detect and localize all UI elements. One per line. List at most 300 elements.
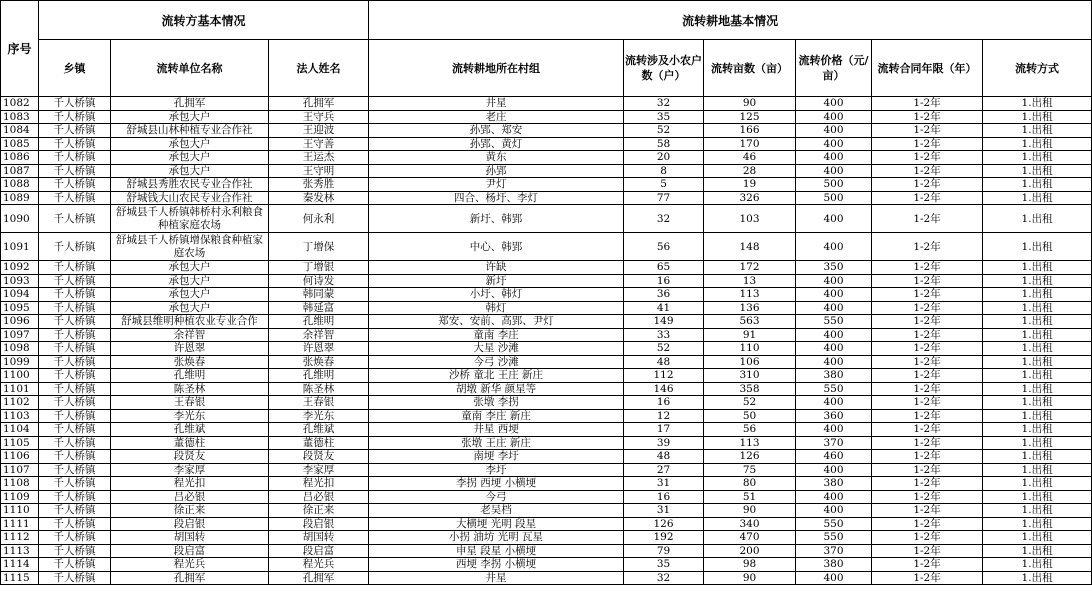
cell-households: 58 — [624, 137, 704, 151]
cell-households: 41 — [624, 301, 704, 315]
cell-unit-name: 王春银 — [111, 396, 269, 410]
cell-town: 千人桥镇 — [39, 151, 111, 165]
cell-village-group: 井星 — [369, 97, 624, 111]
cell-legal-person: 何永利 — [269, 205, 369, 233]
cell-area: 52 — [704, 396, 796, 410]
cell-unit-name: 承包大户 — [111, 301, 269, 315]
cell-town: 千人桥镇 — [39, 396, 111, 410]
cell-price: 400 — [796, 205, 872, 233]
cell-legal-person: 程光扣 — [269, 477, 369, 491]
cell-price: 400 — [796, 571, 872, 585]
cell-households: 32 — [624, 571, 704, 585]
cell-contract-years: 1-2年 — [872, 504, 983, 518]
table-row — [1, 288, 1092, 302]
table-row — [1, 517, 1092, 531]
cell-unit-name: 徐正来 — [111, 504, 269, 518]
cell-area: 50 — [704, 409, 796, 423]
cell-price: 550 — [796, 382, 872, 396]
cell-seq: 1114 — [1, 558, 39, 572]
cell-area: 103 — [704, 205, 796, 233]
cell-legal-person: 张焕春 — [269, 355, 369, 369]
cell-area: 90 — [704, 571, 796, 585]
table-row — [1, 463, 1092, 477]
cell-unit-name: 承包大户 — [111, 110, 269, 124]
table-row — [1, 151, 1092, 165]
cell-price: 380 — [796, 477, 872, 491]
cell-seq: 1113 — [1, 544, 39, 558]
cell-town: 千人桥镇 — [39, 205, 111, 233]
cell-transfer-method: 1.出租 — [983, 369, 1092, 383]
cell-transfer-method: 1.出租 — [983, 261, 1092, 275]
cell-seq: 1084 — [1, 124, 39, 138]
cell-households: 149 — [624, 315, 704, 329]
cell-seq: 1083 — [1, 110, 39, 124]
cell-contract-years: 1-2年 — [872, 517, 983, 531]
cell-contract-years: 1-2年 — [872, 315, 983, 329]
cell-seq: 1106 — [1, 450, 39, 464]
cell-contract-years: 1-2年 — [872, 450, 983, 464]
cell-village-group: 李圩 — [369, 463, 624, 477]
cell-seq: 1082 — [1, 97, 39, 111]
cell-area: 90 — [704, 97, 796, 111]
cell-town: 千人桥镇 — [39, 301, 111, 315]
cell-contract-years: 1-2年 — [872, 382, 983, 396]
cell-unit-name: 舒城县千人桥镇增保粮食种植家庭农场 — [111, 233, 269, 261]
cell-town: 千人桥镇 — [39, 124, 111, 138]
cell-legal-person: 李家厚 — [269, 463, 369, 477]
cell-area: 310 — [704, 369, 796, 383]
cell-households: 146 — [624, 382, 704, 396]
cell-unit-name: 李光东 — [111, 409, 269, 423]
cell-village-group: 四合、杨圩、李灯 — [369, 191, 624, 205]
cell-seq: 1105 — [1, 436, 39, 450]
cell-transfer-method: 1.出租 — [983, 355, 1092, 369]
cell-contract-years: 1-2年 — [872, 436, 983, 450]
table-row — [1, 315, 1092, 329]
cell-town: 千人桥镇 — [39, 328, 111, 342]
cell-households: 48 — [624, 355, 704, 369]
cell-legal-person: 胡国转 — [269, 531, 369, 545]
table-row — [1, 137, 1092, 151]
cell-unit-name: 胡国转 — [111, 531, 269, 545]
cell-legal-person: 孔维斌 — [269, 423, 369, 437]
cell-town: 千人桥镇 — [39, 261, 111, 275]
cell-area: 75 — [704, 463, 796, 477]
cell-transfer-method: 1.出租 — [983, 558, 1092, 572]
cell-seq: 1103 — [1, 409, 39, 423]
cell-price: 400 — [796, 274, 872, 288]
cell-unit-name: 孔拥军 — [111, 571, 269, 585]
cell-village-group: 新圩 — [369, 274, 624, 288]
cell-households: 79 — [624, 544, 704, 558]
cell-transfer-method: 1.出租 — [983, 124, 1092, 138]
col-header-price: 流转价格（元/亩） — [796, 40, 872, 97]
cell-village-group: 今弓 — [369, 490, 624, 504]
cell-village-group: 大星 沙滩 — [369, 342, 624, 356]
cell-transfer-method: 1.出租 — [983, 517, 1092, 531]
table-row — [1, 301, 1092, 315]
cell-area: 13 — [704, 274, 796, 288]
cell-transfer-method: 1.出租 — [983, 233, 1092, 261]
cell-village-group: 小圩、韩灯 — [369, 288, 624, 302]
cell-village-group: 张墩 李拐 — [369, 396, 624, 410]
cell-transfer-method: 1.出租 — [983, 342, 1092, 356]
cell-area: 51 — [704, 490, 796, 504]
cell-area: 326 — [704, 191, 796, 205]
cell-legal-person: 陈圣林 — [269, 382, 369, 396]
cell-unit-name: 承包大户 — [111, 137, 269, 151]
table-row — [1, 342, 1092, 356]
group-header-farmland: 流转耕地基本情况 — [369, 1, 1092, 40]
cell-contract-years: 1-2年 — [872, 274, 983, 288]
cell-transfer-method: 1.出租 — [983, 436, 1092, 450]
cell-village-group: 老吴档 — [369, 504, 624, 518]
table-row — [1, 477, 1092, 491]
cell-price: 400 — [796, 124, 872, 138]
cell-legal-person: 段启富 — [269, 544, 369, 558]
cell-price: 400 — [796, 97, 872, 111]
cell-area: 110 — [704, 342, 796, 356]
cell-transfer-method: 1.出租 — [983, 137, 1092, 151]
col-header-seq: 序号 — [1, 1, 39, 97]
table-row — [1, 423, 1092, 437]
cell-town: 千人桥镇 — [39, 110, 111, 124]
cell-town: 千人桥镇 — [39, 517, 111, 531]
cell-contract-years: 1-2年 — [872, 342, 983, 356]
cell-transfer-method: 1.出租 — [983, 531, 1092, 545]
cell-seq: 1111 — [1, 517, 39, 531]
cell-unit-name: 程光兵 — [111, 558, 269, 572]
cell-town: 千人桥镇 — [39, 571, 111, 585]
cell-transfer-method: 1.出租 — [983, 450, 1092, 464]
cell-unit-name: 陈圣林 — [111, 382, 269, 396]
table-row — [1, 205, 1092, 233]
cell-legal-person: 董德柱 — [269, 436, 369, 450]
cell-households: 16 — [624, 274, 704, 288]
cell-price: 370 — [796, 436, 872, 450]
cell-area: 98 — [704, 558, 796, 572]
cell-area: 46 — [704, 151, 796, 165]
cell-village-group: 申星 段星 小横埂 — [369, 544, 624, 558]
table-row — [1, 233, 1092, 261]
cell-transfer-method: 1.出租 — [983, 97, 1092, 111]
cell-contract-years: 1-2年 — [872, 490, 983, 504]
cell-transfer-method: 1.出租 — [983, 477, 1092, 491]
cell-transfer-method: 1.出租 — [983, 274, 1092, 288]
cell-village-group: 老庄 — [369, 110, 624, 124]
cell-contract-years: 1-2年 — [872, 544, 983, 558]
cell-price: 380 — [796, 369, 872, 383]
cell-households: 48 — [624, 450, 704, 464]
cell-price: 500 — [796, 178, 872, 192]
cell-transfer-method: 1.出租 — [983, 490, 1092, 504]
cell-transfer-method: 1.出租 — [983, 504, 1092, 518]
table-row — [1, 178, 1092, 192]
cell-contract-years: 1-2年 — [872, 463, 983, 477]
cell-seq: 1108 — [1, 477, 39, 491]
cell-legal-person: 许恩翠 — [269, 342, 369, 356]
cell-contract-years: 1-2年 — [872, 191, 983, 205]
cell-town: 千人桥镇 — [39, 450, 111, 464]
cell-legal-person: 徐正来 — [269, 504, 369, 518]
cell-contract-years: 1-2年 — [872, 110, 983, 124]
cell-town: 千人桥镇 — [39, 463, 111, 477]
table-row — [1, 97, 1092, 111]
cell-households: 8 — [624, 164, 704, 178]
cell-price: 400 — [796, 110, 872, 124]
cell-price: 400 — [796, 151, 872, 165]
cell-area: 28 — [704, 164, 796, 178]
cell-area: 200 — [704, 544, 796, 558]
cell-unit-name: 承包大户 — [111, 164, 269, 178]
cell-price: 500 — [796, 191, 872, 205]
cell-price: 370 — [796, 544, 872, 558]
cell-seq: 1098 — [1, 342, 39, 356]
cell-transfer-method: 1.出租 — [983, 315, 1092, 329]
cell-price: 550 — [796, 315, 872, 329]
cell-legal-person: 丁增银 — [269, 261, 369, 275]
cell-town: 千人桥镇 — [39, 531, 111, 545]
cell-price: 400 — [796, 137, 872, 151]
cell-price: 400 — [796, 301, 872, 315]
cell-area: 91 — [704, 328, 796, 342]
cell-area: 563 — [704, 315, 796, 329]
table-row — [1, 571, 1092, 585]
table-row — [1, 382, 1092, 396]
cell-contract-years: 1-2年 — [872, 261, 983, 275]
table-row — [1, 191, 1092, 205]
cell-contract-years: 1-2年 — [872, 328, 983, 342]
cell-village-group: 胡墩 新华 颜星等 — [369, 382, 624, 396]
cell-area: 358 — [704, 382, 796, 396]
cell-contract-years: 1-2年 — [872, 205, 983, 233]
cell-households: 20 — [624, 151, 704, 165]
cell-contract-years: 1-2年 — [872, 301, 983, 315]
cell-households: 52 — [624, 124, 704, 138]
cell-town: 千人桥镇 — [39, 409, 111, 423]
cell-seq: 1093 — [1, 274, 39, 288]
cell-seq: 1101 — [1, 382, 39, 396]
cell-seq: 1096 — [1, 315, 39, 329]
cell-households: 16 — [624, 490, 704, 504]
cell-area: 470 — [704, 531, 796, 545]
cell-seq: 1109 — [1, 490, 39, 504]
cell-town: 千人桥镇 — [39, 178, 111, 192]
cell-town: 千人桥镇 — [39, 423, 111, 437]
cell-unit-name: 舒城县千人桥镇韩桥村永利粮食种植家庭农场 — [111, 205, 269, 233]
cell-contract-years: 1-2年 — [872, 531, 983, 545]
cell-legal-person: 段贤友 — [269, 450, 369, 464]
col-header-area: 流转亩数（亩） — [704, 40, 796, 97]
cell-legal-person: 王守明 — [269, 164, 369, 178]
table-row — [1, 436, 1092, 450]
cell-unit-name: 张焕春 — [111, 355, 269, 369]
cell-village-group: 童南 李庄 新庄 — [369, 409, 624, 423]
cell-transfer-method: 1.出租 — [983, 191, 1092, 205]
cell-transfer-method: 1.出租 — [983, 423, 1092, 437]
cell-unit-name: 董德柱 — [111, 436, 269, 450]
cell-village-group: 大横埂 光明 段星 — [369, 517, 624, 531]
cell-transfer-method: 1.出租 — [983, 288, 1092, 302]
cell-contract-years: 1-2年 — [872, 558, 983, 572]
cell-contract-years: 1-2年 — [872, 396, 983, 410]
cell-seq: 1099 — [1, 355, 39, 369]
cell-legal-person: 韩延富 — [269, 301, 369, 315]
cell-legal-person: 王迎波 — [269, 124, 369, 138]
cell-households: 27 — [624, 463, 704, 477]
cell-seq: 1092 — [1, 261, 39, 275]
cell-legal-person: 王运杰 — [269, 151, 369, 165]
cell-households: 52 — [624, 342, 704, 356]
cell-price: 400 — [796, 396, 872, 410]
cell-unit-name: 孔维斌 — [111, 423, 269, 437]
cell-village-group: 郑安、安前、高郢、尹灯 — [369, 315, 624, 329]
cell-contract-years: 1-2年 — [872, 355, 983, 369]
cell-unit-name: 吕必银 — [111, 490, 269, 504]
cell-unit-name: 承包大户 — [111, 274, 269, 288]
cell-unit-name: 舒城县秀胜农民专业合作社 — [111, 178, 269, 192]
cell-area: 80 — [704, 477, 796, 491]
cell-households: 36 — [624, 288, 704, 302]
cell-legal-person: 张秀胜 — [269, 178, 369, 192]
cell-village-group: 井星 — [369, 571, 624, 585]
cell-area: 125 — [704, 110, 796, 124]
cell-town: 千人桥镇 — [39, 315, 111, 329]
cell-transfer-method: 1.出租 — [983, 544, 1092, 558]
cell-contract-years: 1-2年 — [872, 571, 983, 585]
cell-unit-name: 许恩翠 — [111, 342, 269, 356]
cell-households: 126 — [624, 517, 704, 531]
cell-contract-years: 1-2年 — [872, 423, 983, 437]
cell-transfer-method: 1.出租 — [983, 205, 1092, 233]
cell-legal-person: 程光兵 — [269, 558, 369, 572]
table-row — [1, 504, 1092, 518]
cell-price: 400 — [796, 463, 872, 477]
cell-contract-years: 1-2年 — [872, 288, 983, 302]
cell-price: 400 — [796, 342, 872, 356]
cell-contract-years: 1-2年 — [872, 233, 983, 261]
cell-town: 千人桥镇 — [39, 558, 111, 572]
cell-transfer-method: 1.出租 — [983, 463, 1092, 477]
cell-price: 400 — [796, 328, 872, 342]
table-row — [1, 490, 1092, 504]
cell-town: 千人桥镇 — [39, 164, 111, 178]
cell-area: 113 — [704, 436, 796, 450]
cell-town: 千人桥镇 — [39, 490, 111, 504]
group-header-transferee: 流转方基本情况 — [39, 1, 369, 40]
cell-area: 106 — [704, 355, 796, 369]
table-row — [1, 531, 1092, 545]
col-header-households: 流转涉及小农户数（户） — [624, 40, 704, 97]
cell-transfer-method: 1.出租 — [983, 409, 1092, 423]
cell-contract-years: 1-2年 — [872, 124, 983, 138]
table-row — [1, 369, 1092, 383]
cell-village-group: 孙郢 — [369, 164, 624, 178]
cell-contract-years: 1-2年 — [872, 477, 983, 491]
cell-households: 39 — [624, 436, 704, 450]
table-row — [1, 124, 1092, 138]
cell-village-group: 南埂 李圩 — [369, 450, 624, 464]
cell-town: 千人桥镇 — [39, 342, 111, 356]
cell-unit-name: 段启富 — [111, 544, 269, 558]
cell-village-group: 小拐 油坊 光明 瓦星 — [369, 531, 624, 545]
cell-unit-name: 余祥智 — [111, 328, 269, 342]
cell-households: 12 — [624, 409, 704, 423]
cell-households: 56 — [624, 233, 704, 261]
cell-price: 400 — [796, 504, 872, 518]
cell-unit-name: 舒城县山林种植专业合作社 — [111, 124, 269, 138]
cell-contract-years: 1-2年 — [872, 178, 983, 192]
cell-town: 千人桥镇 — [39, 382, 111, 396]
cell-transfer-method: 1.出租 — [983, 382, 1092, 396]
table-row — [1, 450, 1092, 464]
table-row — [1, 558, 1092, 572]
cell-area: 340 — [704, 517, 796, 531]
cell-town: 千人桥镇 — [39, 137, 111, 151]
col-header-transfer-method: 流转方式 — [983, 40, 1092, 97]
cell-price: 350 — [796, 261, 872, 275]
cell-price: 550 — [796, 531, 872, 545]
cell-households: 31 — [624, 477, 704, 491]
cell-transfer-method: 1.出租 — [983, 110, 1092, 124]
cell-legal-person: 孔维明 — [269, 369, 369, 383]
cell-legal-person: 吕必银 — [269, 490, 369, 504]
cell-unit-name: 承包大户 — [111, 151, 269, 165]
cell-price: 400 — [796, 490, 872, 504]
cell-area: 166 — [704, 124, 796, 138]
cell-price: 380 — [796, 558, 872, 572]
cell-contract-years: 1-2年 — [872, 164, 983, 178]
cell-unit-name: 孔拥军 — [111, 97, 269, 111]
cell-village-group: 西埂 李拐 小横埂 — [369, 558, 624, 572]
table-row — [1, 328, 1092, 342]
cell-town: 千人桥镇 — [39, 477, 111, 491]
cell-seq: 1115 — [1, 571, 39, 585]
cell-area: 126 — [704, 450, 796, 464]
cell-town: 千人桥镇 — [39, 288, 111, 302]
cell-area: 56 — [704, 423, 796, 437]
col-header-village-group: 流转耕地所在村组 — [369, 40, 624, 97]
cell-village-group: 尹灯 — [369, 178, 624, 192]
cell-legal-person: 李光东 — [269, 409, 369, 423]
cell-legal-person: 何诗发 — [269, 274, 369, 288]
cell-village-group: 张墩 王庄 新庄 — [369, 436, 624, 450]
cell-seq: 1104 — [1, 423, 39, 437]
group-header-row — [1, 1, 1092, 40]
cell-transfer-method: 1.出租 — [983, 151, 1092, 165]
cell-unit-name: 舒城钱大山农民专业合作社 — [111, 191, 269, 205]
cell-village-group: 中心、韩郢 — [369, 233, 624, 261]
cell-village-group: 黄东 — [369, 151, 624, 165]
cell-legal-person: 余祥智 — [269, 328, 369, 342]
cell-contract-years: 1-2年 — [872, 409, 983, 423]
cell-village-group: 孙郢、黄灯 — [369, 137, 624, 151]
cell-village-group: 童南 李庄 — [369, 328, 624, 342]
cell-area: 170 — [704, 137, 796, 151]
table-row — [1, 261, 1092, 275]
cell-seq: 1090 — [1, 205, 39, 233]
cell-transfer-method: 1.出租 — [983, 178, 1092, 192]
cell-seq: 1100 — [1, 369, 39, 383]
cell-legal-person: 孔拥军 — [269, 571, 369, 585]
cell-price: 460 — [796, 450, 872, 464]
cell-price: 400 — [796, 233, 872, 261]
cell-area: 90 — [704, 504, 796, 518]
cell-town: 千人桥镇 — [39, 355, 111, 369]
cell-unit-name: 舒城县维明种植农业专业合作 — [111, 315, 269, 329]
cell-legal-person: 韩同蒙 — [269, 288, 369, 302]
cell-seq: 1088 — [1, 178, 39, 192]
